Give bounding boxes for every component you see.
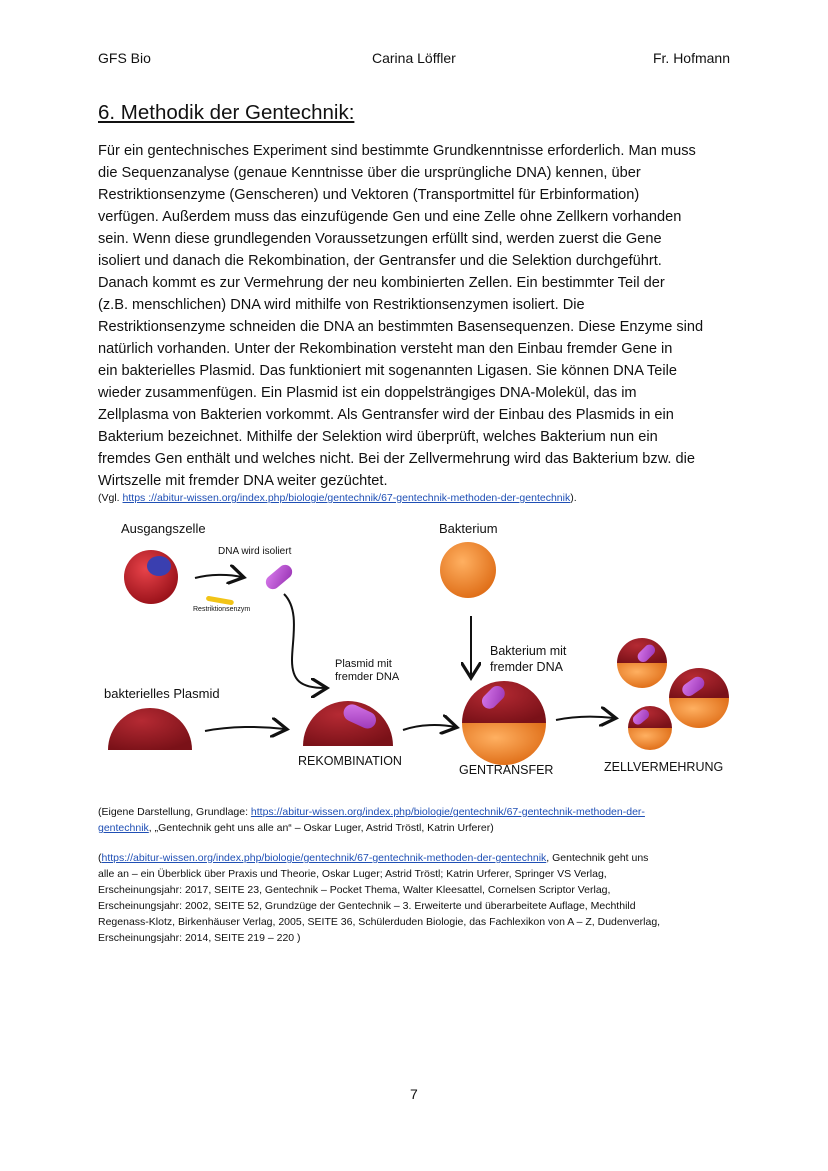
figure-source-suffix: , „Gentechnik geht uns alle an“ – Oskar Luger, Astrid Tröstl, Katrin Urferer) [148,822,494,834]
body-line: fremdes Gen enthält und welches nicht. Bei der Zellvermehrung wird das Bakterium bzw. die [98,451,696,467]
body-line: Restriktionsenzyme (Genscheren) und Vektoren (Transportmittel für Erbinformation) [98,187,640,203]
label-rekombination: REKOMBINATION [298,754,402,768]
starting-cell-icon [124,550,178,604]
recombination-icon [303,701,393,746]
figure-source-prefix: (Eigene Darstellung, Grundlage: [98,806,251,818]
body-line: Für ein gentechnisches Experiment sind bestimmte Grundkenntnisse erforderlich. Man muss [98,143,696,159]
multiplied-cell-1-icon [617,638,667,688]
figure-source-line1 [98,804,738,820]
gentransfer-icon [462,681,546,765]
citation-prefix: (Vgl. [98,492,123,504]
sources-line: alle an – ein Überblick über Praxis und Theorie, Oskar Luger; Astrid Tröstl; Katrin Urferer, Springer VS Verlag, [98,868,607,880]
label-plasmid-line2: fremder DNA [335,671,400,683]
arrow-plasmid-to-recombination [205,727,285,731]
body-line: ein bakterielles Plasmid. Das funktioniert mit sogenannten Ligasen. Sie können DNA Teile [98,363,677,379]
body-line: Bakterium bezeichnet. Mithilfe der Selektion wird überprüft, welches Bakterium nun ein [98,429,658,445]
label-restriktionsenzym: Restriktionsenzym [193,606,251,613]
figure-source-link-part2[interactable]: gentechnik [98,822,149,834]
body-line: natürlich vorhanden. Unter der Rekombination versteht man den Einbau fremder Gene in [98,341,673,357]
header-course: GFS Bio [98,50,151,66]
label-bakterielles-plasmid: bakterielles Plasmid [104,686,220,701]
figure-source-line2 [98,820,738,836]
body-line: Danach kommt es zur Vermehrung der neu kombinierten Zellen. Ein bestimmter Teil der [98,275,665,291]
body-line: sein. Wenn diese grundlegenden Voraussetzungen erfüllt sind, werden zuerst die Gene [98,231,662,247]
body-line: Zellplasma von Bakterien vorkommt. Als Gentransfer wird der Einbau des Plasmids in ein [98,407,674,423]
arrow-to-gentransfer [403,725,455,730]
body-line: Wirtszelle mit fremder DNA weiter gezüchtet. [98,473,388,489]
figure-source [98,804,738,836]
body-line: isoliert und danach die Rekombination, der Gentransfer und die Selektion durchgeführt. [98,253,662,269]
body-line: verfügen. Außerdem muss das einzufügende Gen und eine Zelle ohne Zellkern vorhanden [98,209,682,225]
sources-line: Erscheinungsjahr: 2014, SEITE 219 – 220 ) [98,932,301,944]
label-ausgangszelle: Ausgangszelle [121,521,206,536]
body-line: wieder zusammenfügen. Ein Plasmid ist ein doppelsträngiges DNA-Molekül, das im [98,385,637,401]
label-bakterium-dna-line1: Bakterium mit [490,644,567,658]
header-teacher: Fr. Hofmann [652,50,730,66]
multiplied-cell-2-icon [669,668,729,728]
label-plasmid-fremder-dna [335,658,399,684]
label-bakterium-fremder-dna [490,643,566,675]
bacterium-icon [440,542,496,598]
figure-source-link-part1[interactable]: https://abitur-wissen.org/index.php/biologie/gentechnik/67-gentechnik-methoden-der- [250,806,645,818]
label-bakterium-dna-line2: fremder DNA [490,660,563,674]
sources-line: Erscheinungsjahr: 2017, SEITE 23, Gentechnik – Pocket Thema, Walter Kleesattel, Cornelsen Scriptor Verlag, [98,884,611,896]
body-line: die Sequenzanalyse (genaue Kenntnisse über die ursprüngliche DNA) kennen, über [98,165,641,181]
body-line: (z.B. menschlichen) DNA wird mithilfe von Restriktionsenzymen isoliert. Die [98,297,585,313]
label-bakterium: Bakterium [439,521,498,536]
arrow-to-plasmid [284,594,325,688]
citation-suffix: ). [570,492,577,504]
sources-line [98,850,738,866]
bacterial-plasmid-icon [108,708,192,750]
sources-first-rest: , Gentechnik geht uns [546,852,649,864]
restriction-enzyme-icon [206,596,234,606]
sources-line: Erscheinungsjahr: 2002, SEITE 52, Grundzüge der Gentechnik – 3. Erweiterte und überarbeitete Auflage, Mechthild [98,900,636,912]
sources-open: ( [98,852,102,864]
isolated-dna-icon [263,562,295,592]
label-plasmid-line1: Plasmid mit [335,658,392,670]
label-gentransfer: GENTRANSFER [459,763,554,777]
body-line: Restriktionsenzyme schneiden die DNA an bestimmten Basensequenzen. Diese Enzyme sind [98,319,704,335]
citation-link[interactable]: https ://abitur-wissen.org/index.php/biologie/gentechnik/67-gentechnik-methoden-der-gentechnik [122,492,571,504]
label-zellvermehrung: ZELLVERMEHRUNG [604,760,724,774]
section-title: 6. Methodik der Gentechnik: [98,101,355,124]
header-author: Carina Löffler [372,50,456,66]
sources-list [98,850,738,946]
page-number: 7 [410,1086,418,1102]
sources-line: Regenass-Klotz, Birkenhäuser Verlag, 2005, SEITE 36, Schülerduden Biologie, das Fachlexikon von A – Z, Dudenverlag, [98,916,661,928]
sources-link[interactable]: https://abitur-wissen.org/index.php/biologie/gentechnik/67-gentechnik-methoden-der-gentechnik [101,852,547,864]
arrow-isolate [195,575,242,578]
label-dna-isolated: DNA wird isoliert [218,546,292,557]
multiplied-cell-3-icon [628,706,672,750]
arrow-to-zellvermehrung [556,717,614,720]
